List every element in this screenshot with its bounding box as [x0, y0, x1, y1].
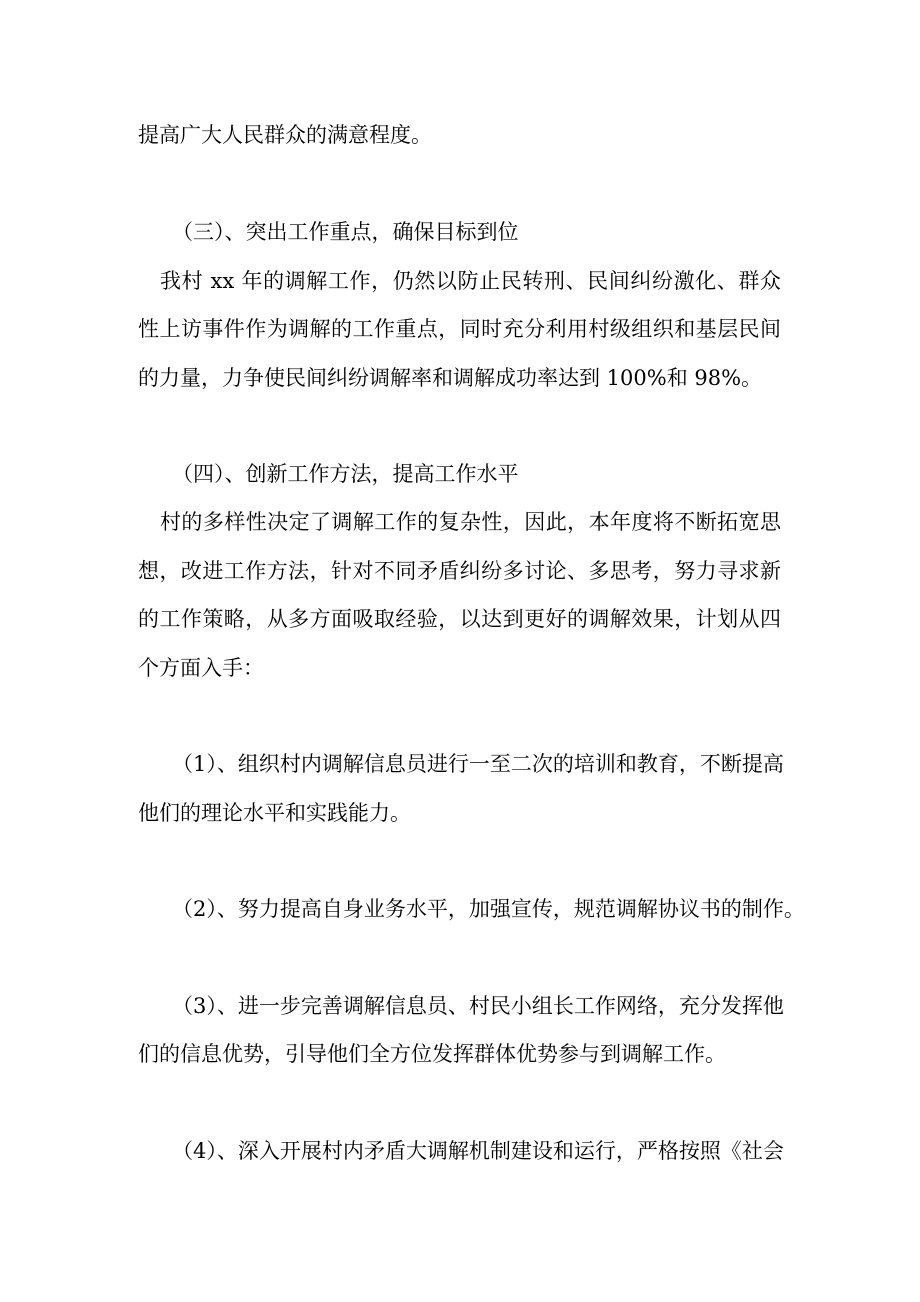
line-text: （1）、组织村内调解信息员进行一至二次的培训和教育，不断提高: [172, 752, 784, 776]
list-item-3: [0, 991, 920, 1021]
line-text: 性上访事件作为调解的工作重点，同时充分利用村级组织和基层民间: [138, 317, 781, 341]
heading-text: （三）、突出工作重点，确保目标到位: [172, 220, 519, 244]
line-text: 村的多样性决定了调解工作的复杂性，因此，本年度将不断拓宽思: [160, 510, 781, 534]
line-text: （2）、努力提高自身业务水平，加强宣传，规范调解协议书的制作。: [172, 897, 805, 921]
line-text: （4）、深入开展村内矛盾大调解机制建设和运行，严格按照《社会: [172, 1139, 784, 1163]
line-text: （3）、进一步完善调解信息员、村民小组长工作网络，充分发挥他: [172, 994, 784, 1018]
list-item-2: [0, 894, 920, 924]
list-item-1-cont: [0, 798, 920, 828]
list-item-3-cont: [0, 1039, 920, 1069]
line-text: 我村 xx 年的调解工作，仍然以防止民转刑、民间纠纷激化、群众: [160, 269, 781, 293]
paragraph-line: [0, 604, 920, 634]
paragraph-line: [0, 314, 920, 344]
paragraph-line: [0, 556, 920, 586]
line-text: 提高广大人民群众的满意程度。: [138, 123, 432, 147]
line-text: 的工作策略，从多方面吸取经验，以达到更好的调解效果，计划从四: [138, 607, 781, 631]
list-item-1: [0, 749, 920, 779]
paragraph-line: [0, 266, 920, 296]
section-heading-3: [0, 217, 920, 247]
list-item-4: [0, 1136, 920, 1166]
paragraph-line: [0, 653, 920, 683]
paragraph-line: [0, 120, 920, 150]
line-text: 的力量，力争使民间纠纷调解率和调解成功率达到 100%和 98%。: [138, 366, 763, 390]
line-text: 们的信息优势，引导他们全方位发挥群体优势参与到调解工作。: [138, 1042, 726, 1066]
line-text: 想，改进工作方法，针对不同矛盾纠纷多讨论、多思考，努力寻求新: [138, 559, 781, 583]
line-text: 他们的理论水平和实践能力。: [138, 801, 411, 825]
paragraph-line: [0, 363, 920, 393]
paragraph-line: [0, 507, 920, 537]
line-text: 个方面入手：: [138, 656, 264, 680]
heading-text: （四）、创新工作方法，提高工作水平: [172, 462, 519, 486]
section-heading-4: [0, 459, 920, 489]
